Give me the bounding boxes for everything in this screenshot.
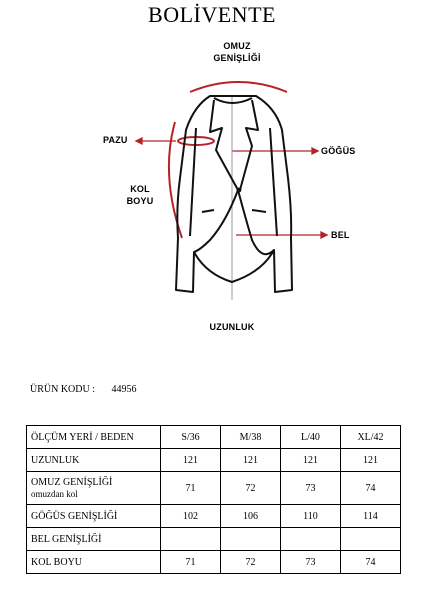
row-name: GÖĞÜS GENİŞLİĞİ — [27, 505, 161, 528]
label-sleeve: KOL BOYU — [126, 184, 154, 206]
table-cell: 72 — [221, 551, 281, 574]
row-name: UZUNLUK — [27, 449, 161, 472]
table-cell: 73 — [281, 472, 341, 505]
table-cell: 72 — [221, 472, 281, 505]
row-name: BEL GENİŞLİĞİ — [27, 528, 161, 551]
left-lapel — [210, 100, 238, 190]
table-cell: 73 — [281, 551, 341, 574]
table-cell: 121 — [281, 449, 341, 472]
table-row — [27, 505, 401, 528]
header-cell: XL/42 — [341, 426, 401, 449]
header-cell: ÖLÇÜM YERİ / BEDEN — [27, 426, 161, 449]
product-code — [30, 384, 137, 395]
product-code-label: ÜRÜN KODU : — [30, 384, 95, 395]
table-cell — [221, 528, 281, 551]
row-name: OMUZ GENİŞLİĞİ — [31, 477, 113, 488]
table-row — [27, 551, 401, 574]
collar — [214, 98, 252, 103]
table-cell — [281, 528, 341, 551]
product-code-value: 44956 — [111, 384, 137, 395]
table-cell: 102 — [161, 505, 221, 528]
right-sleeve-line — [270, 128, 277, 236]
front-opening — [238, 190, 274, 254]
table-cell: 74 — [341, 551, 401, 574]
row-note: omuzdan kol — [31, 489, 78, 499]
table-cell: 106 — [221, 505, 281, 528]
label-chest: GÖĞÜS — [321, 146, 356, 156]
label-length: UZUNLUK — [209, 322, 255, 332]
label-arm: PAZU — [103, 135, 128, 145]
table-cell — [161, 528, 221, 551]
size-table — [26, 425, 401, 574]
shoulder-arc — [190, 82, 287, 92]
table-cell: 121 — [221, 449, 281, 472]
left-pocket — [202, 210, 214, 212]
header-cell: M/38 — [221, 426, 281, 449]
coat-button — [237, 188, 242, 193]
table-cell: 71 — [161, 472, 221, 505]
header-cell: L/40 — [281, 426, 341, 449]
table-cell: 114 — [341, 505, 401, 528]
row-name: KOL BOYU — [27, 551, 161, 574]
right-lapel — [240, 100, 258, 190]
table-cell: 74 — [341, 472, 401, 505]
row-name-cell — [27, 472, 161, 505]
header-cell: S/36 — [161, 426, 221, 449]
label-shoulder: OMUZ GENİŞLİĞİ — [213, 41, 261, 63]
right-pocket — [252, 210, 266, 212]
table-row — [27, 528, 401, 551]
table-cell: 71 — [161, 551, 221, 574]
table-row — [27, 449, 401, 472]
table-header-row — [27, 426, 401, 449]
brand-logo: BOLİVENTE — [148, 2, 276, 27]
label-waist: BEL — [331, 230, 350, 240]
table-cell — [341, 528, 401, 551]
table-cell: 110 — [281, 505, 341, 528]
table-row — [27, 472, 401, 505]
table-cell: 121 — [341, 449, 401, 472]
table-cell: 121 — [161, 449, 221, 472]
